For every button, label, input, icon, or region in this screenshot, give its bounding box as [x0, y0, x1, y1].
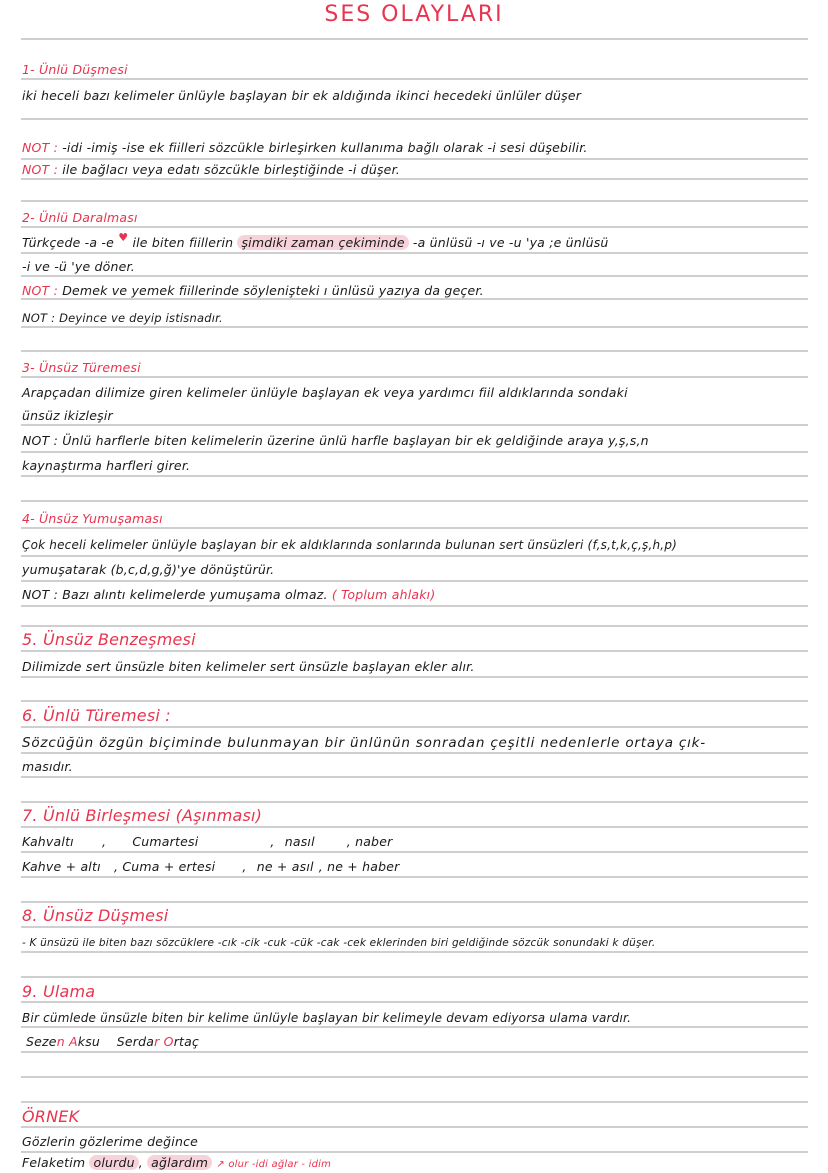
- note-text: -idi -imiş -ise ek fiilleri sözcükle birleşirken kullanıma bağlı olarak -i sesi düşebilir.: [62, 140, 588, 155]
- section-9-heading: 9. Ulama: [22, 982, 96, 1001]
- ruled-line: [21, 926, 808, 928]
- section-2-body: [22, 231, 812, 252]
- word: Cumartesi: [132, 834, 199, 849]
- ruled-line: [21, 625, 808, 627]
- ruled-line: [21, 326, 808, 328]
- ruled-line: [21, 700, 808, 702]
- section-3-body: Arapçadan dilimize giren kelimeler ünlüyle başlayan ek veya yardımcı fiil aldıklarında sondaki: [22, 385, 628, 400]
- note-label: NOT :: [22, 311, 56, 325]
- ruled-line: [21, 851, 808, 853]
- note-text: ile bağlacı veya edatı sözcükle birleştiğinde -i düşer.: [62, 162, 400, 177]
- ruled-line: [21, 826, 808, 828]
- section-2-note-1: [22, 283, 812, 299]
- section-2-heading: 2- Ünlü Daralması: [22, 210, 138, 225]
- section-8-heading: 8. Ünsüz Düşmesi: [22, 906, 169, 925]
- section-3-body-line-2: ünsüz ikizleşir: [22, 408, 113, 423]
- section-1-heading: 1- Ünlü Düşmesi: [22, 62, 128, 77]
- word: ne + asıl: [256, 859, 314, 874]
- section-3-heading: 3- Ünsüz Türemesi: [22, 360, 141, 375]
- note-label: NOT :: [22, 140, 59, 155]
- example-text: Seze: [26, 1034, 57, 1049]
- example-text: Serda: [116, 1034, 155, 1049]
- example-linked-letter: O: [163, 1034, 174, 1049]
- ruled-line: [21, 555, 808, 557]
- ruled-line: [21, 178, 808, 180]
- ruled-line: [21, 1076, 808, 1078]
- body-text: -a ünlüsü -ı ve -u 'ya ;e ünlüsü: [412, 235, 609, 250]
- section-5-body: Dilimizde sert ünsüzle biten kelimeler sert ünsüzle başlayan ekler alır.: [22, 659, 475, 674]
- separator: ,: [138, 1155, 143, 1170]
- ruled-line: [21, 752, 808, 754]
- section-4-body-line-2: yumuşatarak (b,c,d,g,ğ)'ye dönüştürür.: [22, 562, 275, 577]
- ruled-line: [21, 1101, 808, 1103]
- example-linked-letter: n: [56, 1034, 65, 1049]
- ruled-line: [21, 1151, 808, 1153]
- page-title: SES OLAYLARI: [324, 2, 504, 27]
- ruled-line: [21, 158, 808, 160]
- ruled-line: [21, 475, 808, 477]
- word: nasıl: [284, 834, 315, 849]
- ruled-line: [21, 726, 808, 728]
- word: Kahve + altı: [22, 859, 101, 874]
- section-3-note-1: [22, 433, 812, 449]
- note-text: Ünlü harflerle biten kelimelerin üzerine ünlü harfle başlayan bir ek geldiğinde araya y,ş,s,n: [62, 433, 649, 448]
- word: naber: [355, 834, 393, 849]
- ruled-line: [21, 650, 808, 652]
- section-7-row-1: Kahvaltı , Cumartesi , nasıl , naber: [22, 834, 393, 849]
- section-1-note-1: [22, 140, 812, 156]
- ruled-line: [21, 78, 808, 80]
- highlighted-text: şimdiki zaman çekiminde: [237, 235, 408, 250]
- section-3-note-line-2: kaynaştırma harfleri girer.: [22, 458, 191, 473]
- note-label: NOT :: [22, 433, 59, 448]
- example-text: rtaç: [173, 1034, 200, 1049]
- ruled-line: [21, 350, 808, 352]
- word: ne + haber: [327, 859, 400, 874]
- ruled-line: [21, 801, 808, 803]
- section-1-body: iki heceli bazı kelimeler ünlüyle başlayan bir ek aldığında ikinci hecedeki ünlüler düşer: [22, 88, 582, 103]
- ruled-line: [21, 976, 808, 978]
- section-6-heading: 6. Ünlü Türemesi :: [22, 706, 171, 725]
- note-aside: ( Toplum ahlakı): [331, 587, 436, 602]
- ruled-line: [21, 252, 808, 254]
- ruled-line: [21, 200, 808, 202]
- ruled-line: [21, 951, 808, 953]
- note-label: NOT :: [22, 283, 59, 298]
- section-4-body: Çok heceli kelimeler ünlüyle başlayan bir ek aldıklarında sonlarında bulunan sert ünsüzleri (f,s,t,k,ç,ş,h,p): [22, 538, 678, 552]
- section-4-note-1: [22, 587, 812, 603]
- note-text: Demek ve yemek fiillerinde söylenişteki ı ünlüsü yazıya da geçer.: [62, 283, 484, 298]
- example-heading: ÖRNEK: [22, 1107, 80, 1126]
- ruled-line: [21, 527, 808, 529]
- ruled-line: [21, 776, 808, 778]
- section-6-body: Sözcüğün özgün biçiminde bulunmayan bir ünlünün sonradan çeşitli nedenlerle ortaya çık-: [22, 735, 706, 751]
- ruled-line: [21, 118, 808, 120]
- ruled-line: [21, 1051, 808, 1053]
- example-text: Felaketim: [22, 1155, 86, 1170]
- section-7-row-2: Kahve + altı , Cuma + ertesi , ne + asıl , ne + haber: [22, 859, 400, 874]
- ruled-line: [21, 38, 808, 40]
- section-2-note-2: [22, 310, 812, 326]
- ruled-line: [21, 226, 808, 228]
- ruled-line: [21, 500, 808, 502]
- section-8-body: - K ünsüzü ile biten bazı sözcüklere -cık -cik -cuk -cük -cak -cek eklerinden biri geldiğinde sözcük sonundaki k düşer.: [22, 937, 656, 949]
- ruled-line: [21, 876, 808, 878]
- note-label: NOT :: [22, 587, 59, 602]
- example-line-1: Gözlerin gözlerime değince: [22, 1134, 199, 1149]
- ruled-line: [21, 1026, 808, 1028]
- note-label: NOT :: [22, 162, 59, 177]
- example-line-2: [22, 1155, 812, 1173]
- section-6-body-line-2: masıdır.: [22, 759, 73, 774]
- ruled-line: [21, 1126, 808, 1128]
- ruled-line: [21, 1001, 808, 1003]
- example-text: ksu: [77, 1034, 101, 1049]
- section-2-body-line-2: -i ve -ü 'ye döner.: [22, 259, 135, 274]
- section-9-example: [26, 1034, 816, 1050]
- note-text: Deyince ve deyip istisnadır.: [59, 311, 223, 325]
- ruled-line: [21, 605, 808, 607]
- section-5-heading: 5. Ünsüz Benzeşmesi: [22, 630, 196, 649]
- example-linked-letter: A: [69, 1034, 78, 1049]
- word: Cuma + ertesi: [122, 859, 216, 874]
- highlighted-text: olurdu: [89, 1155, 138, 1170]
- note-text: Bazı alıntı kelimelerde yumuşama olmaz.: [62, 587, 328, 602]
- ruled-line: [21, 275, 808, 277]
- ruled-line: [21, 676, 808, 678]
- ruled-line: [21, 424, 808, 426]
- ruled-line: [21, 451, 808, 453]
- body-text: ile biten fiillerin: [132, 235, 234, 250]
- example-linked-letter: r: [154, 1034, 160, 1049]
- section-4-heading: 4- Ünsüz Yumuşaması: [22, 511, 163, 526]
- annotation-note: ↗ olur -idi ağlar - idim: [216, 1159, 332, 1170]
- section-7-heading: 7. Ünlü Birleşmesi (Aşınması): [22, 806, 263, 825]
- ruled-line: [21, 580, 808, 582]
- section-9-body: Bir cümlede ünsüzle biten bir kelime ünlüyle başlayan bir kelimeyle devam ediyorsa ulama vardır.: [22, 1011, 632, 1025]
- word: Kahvaltı: [22, 834, 74, 849]
- ruled-line: [21, 901, 808, 903]
- ruled-line: [21, 376, 808, 378]
- section-1-note-2: [22, 162, 812, 178]
- body-text: Türkçede -a -e: [22, 235, 114, 250]
- highlighted-text: ağlardım: [147, 1155, 212, 1170]
- heart-icon: ♥: [118, 231, 129, 244]
